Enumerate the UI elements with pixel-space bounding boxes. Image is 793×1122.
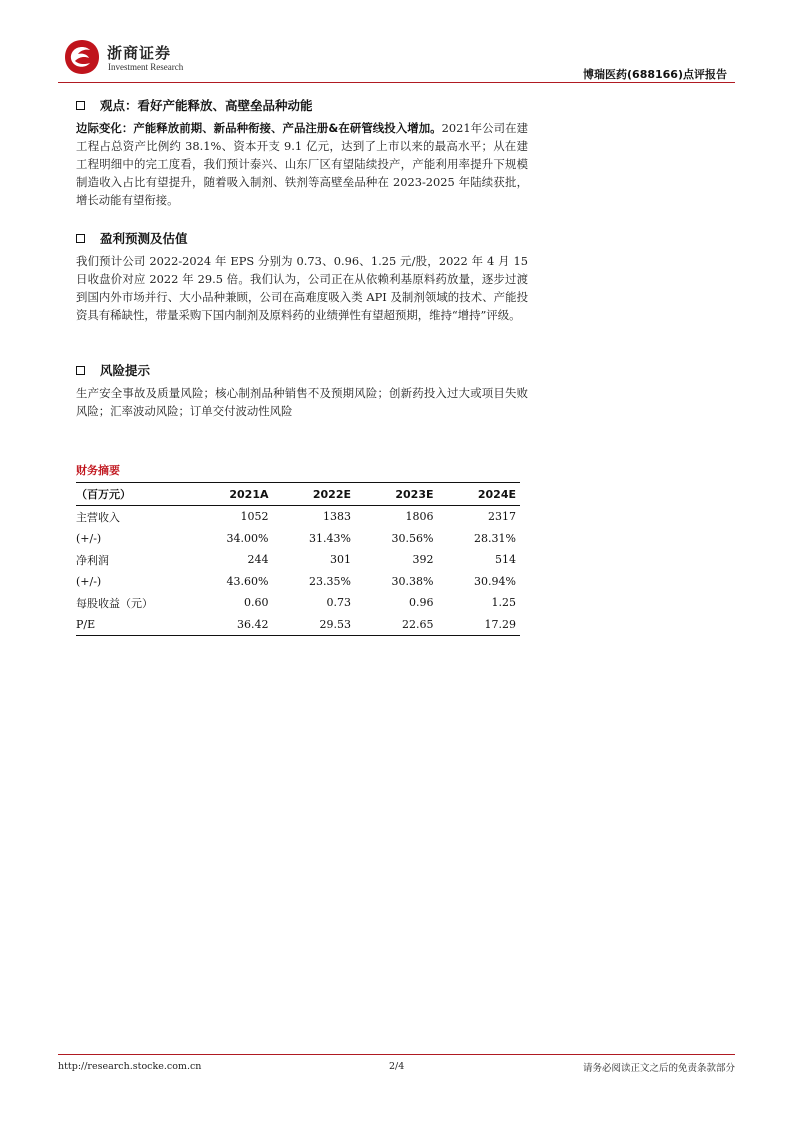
table-cell: 30.94%	[474, 574, 516, 588]
table-cell: 514	[495, 553, 516, 567]
table-cell: 244	[247, 553, 269, 567]
table-cell: 1806	[405, 510, 434, 524]
section-viewpoint	[76, 96, 528, 209]
table-header-cell: 2021A	[190, 483, 273, 506]
table-cell: 2317	[488, 510, 516, 524]
section-paragraph: 2021年公司在建工程占总资产比例约 38.1%、资本开支 9.1 亿元，达到了上市以来的最高水平；从在建工程明细中的完工度看，我们预计泰兴、山东厂区有望陆续投产，产能利用率提升下规模制造收入占比有望提升，随着吸入制剂、铁剂等高壁垒品种在 2023-2025 年陆续获批，增长动能有望衔接。	[76, 121, 528, 207]
section-forecast	[76, 229, 528, 324]
table-cell: 1052	[240, 510, 269, 524]
table-cell: 392	[412, 553, 434, 567]
table-cell: 0.73	[326, 596, 351, 610]
section-title: 风险提示	[100, 363, 151, 378]
row-label: 主营收入	[76, 510, 120, 524]
logo-english-name: Investment Research	[108, 62, 184, 72]
company-logo	[62, 38, 184, 78]
table-row	[76, 528, 520, 550]
row-label: 每股收益（元）	[76, 596, 153, 610]
section-body	[76, 252, 528, 324]
section-title: 盈利预测及估值	[100, 231, 188, 246]
page-number: 2/4	[389, 1061, 405, 1072]
section-body	[76, 384, 528, 420]
section-title: 观点：看好产能释放、高壁垒品种动能	[100, 98, 313, 113]
checkbox-bullet-icon	[76, 101, 85, 110]
table-row	[76, 549, 520, 571]
section-risk	[76, 361, 528, 420]
section-paragraph: 我们预计公司 2022-2024 年 EPS 分别为 0.73、0.96、1.25 元/股，2022 年 4 月 15 日收盘价对应 2022 年 29.5 倍。我们认为，公司正在从依赖利基原料药放量，逐步过渡到国内外市场并行、大小品种兼顾，公司在高难度吸入类 API 及制剂领域的技术、产能投资具有稀缺性，带量采购下国内制剂及原料药的业绩弹性有望超预期，维持“增持”评级。	[76, 254, 528, 322]
table-row	[76, 506, 520, 528]
table-row	[76, 571, 520, 593]
checkbox-bullet-icon	[76, 366, 85, 375]
table-cell: 34.00%	[226, 531, 269, 545]
table-cell: 1383	[323, 510, 351, 524]
table-cell: 30.38%	[391, 574, 434, 588]
table-cell: 29.53	[273, 614, 356, 636]
table-cell: 22.65	[355, 614, 438, 636]
table-row	[76, 614, 520, 636]
table-cell: 30.56%	[391, 531, 434, 545]
row-label: (+/-)	[76, 531, 102, 545]
row-label: P/E	[76, 614, 190, 636]
table-cell: 0.60	[244, 596, 269, 610]
table-header-row	[76, 483, 520, 506]
logo-mark-icon	[62, 38, 102, 76]
financial-summary-table	[76, 482, 520, 636]
table-cell: 1.25	[491, 596, 516, 610]
financial-summary-title: 财务摘要	[76, 464, 120, 477]
checkbox-bullet-icon	[76, 234, 85, 243]
table-header-cell: 2023E	[355, 483, 438, 506]
table-header-cell: （百万元）	[76, 483, 190, 506]
section-heading	[76, 229, 528, 247]
table-cell: 28.31%	[474, 531, 516, 545]
table-cell: 43.60%	[226, 574, 269, 588]
header-divider	[58, 82, 735, 83]
table-cell: 17.29	[438, 614, 521, 636]
section-heading	[76, 361, 528, 379]
row-label: (+/-)	[76, 574, 102, 588]
table-cell: 301	[330, 553, 351, 567]
section-paragraph: 生产安全事故及质量风险；核心制剂品种销售不及预期风险；创新药投入过大或项目失败风险；汇率波动风险；订单交付波动性风险	[76, 386, 528, 418]
report-title: 博瑞医药(688166)点评报告	[583, 68, 727, 81]
table-row	[76, 592, 520, 614]
table-header-cell: 2022E	[273, 483, 356, 506]
footer-url-link[interactable]: http://research.stocke.com.cn	[58, 1061, 202, 1072]
logo-chinese-name: 浙商证券	[107, 44, 172, 62]
footer-disclaimer: 请务必阅读正文之后的免责条款部分	[582, 1063, 735, 1074]
table-cell: 31.43%	[309, 531, 351, 545]
row-label: 净利润	[76, 553, 109, 567]
table-cell: 23.35%	[309, 574, 351, 588]
section-heading	[76, 96, 528, 114]
section-lead: 边际变化：产能释放前期、新品种衔接、产品注册&在研管线投入增加。	[76, 121, 442, 135]
table-cell: 36.42	[190, 614, 273, 636]
footer-divider	[58, 1054, 735, 1055]
table-cell: 0.96	[409, 596, 434, 610]
section-body	[76, 119, 528, 209]
table-header-cell: 2024E	[438, 483, 521, 506]
